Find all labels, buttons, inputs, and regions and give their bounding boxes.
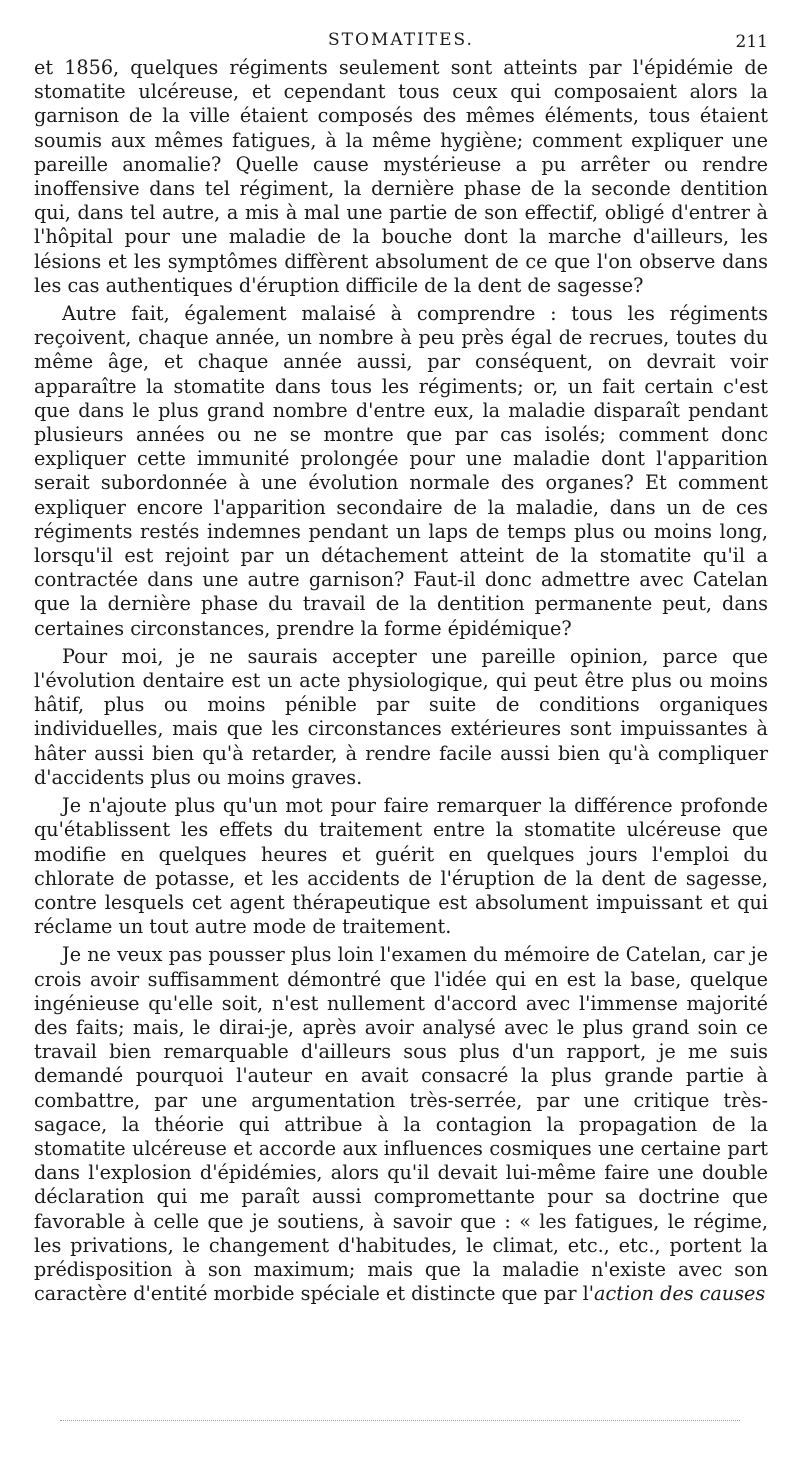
book-page bbox=[34, 30, 768, 1310]
paragraph-5 bbox=[34, 943, 768, 1306]
paragraph-4-text: Je n'ajoute plus qu'un mot pour faire remarquer la différence profonde qu'établissent les effets du traitement entre la stomatite ulcéreuse que modifie en quelques heures et guérit en quelques jours l'emploi du chlorate de potasse, et les accidents de l'éruption de la dent de sagesse, contre lesquels cet agent thérapeutique est absolument impuissant et qui réclame un tout autre mode de traitement. bbox=[34, 794, 768, 939]
bottom-dotted-rule bbox=[60, 1420, 740, 1421]
paragraph-2 bbox=[34, 302, 768, 641]
running-title: STOMATITES. bbox=[328, 30, 474, 50]
paragraph-4 bbox=[34, 794, 768, 939]
paragraph-3-text: Pour moi, je ne saurais accepter une pareille opinion, parce que l'évolution dentaire est un acte physiologique, qui peut être plus ou moins hâtif, plus ou moins pénible par suite de conditions organiques individuelles, mais que les circonstances extérieures sont impuissantes à hâter aussi bien qu'à retarder, à rendre facile aussi bien qu'à compliquer d'accidents plus ou moins graves. bbox=[34, 644, 768, 789]
paragraph-5-italic: action des causes bbox=[594, 1282, 766, 1306]
paragraph-1 bbox=[34, 56, 768, 298]
paragraph-5-text: Je ne veux pas pousser plus loin l'examen du mémoire de Catelan, car je crois avoir suffisamment démontré que l'idée qui en est la base, quelque ingénieuse qu'elle soit, n'est nullement d'accord avec l'immense majorité des faits; mais, le dirai-je, après avoir analysé avec le plus grand soin ce travail bien remarquable d'ailleurs sous plus d'un rapport, je me suis demandé pourquoi l'auteur en avait consacré la plus grande partie à combattre, par une argumentation très-serrée, par une critique très-sagace, la théorie qui attribue à la contagion la propagation de la stomatite ulcéreuse et accorde aux influences cosmiques une certaine part dans l'explosion d'épidémies, alors qu'il devait lui-même faire une double déclaration qui me paraît aussi compromettante pour sa doctrine que favorable à celle que je soutiens, à savoir que : « les fatigues, le régime, les privations, le changement d'habitudes, le climat, etc., etc., portent la prédisposition à son maximum; mais que la maladie n'existe avec son caractère d'entité morbide spéciale et distincte que par l' bbox=[34, 943, 768, 1306]
body-text bbox=[34, 56, 768, 1306]
paragraph-1-text: et 1856, quelques régiments seulement sont atteints par l'épidémie de stomatite ulcéreuse, et cependant tous ceux qui composaient alors la garnison de la ville étaient composés des mêmes éléments, tous étaient soumis aux mêmes fatigues, à la même hygiène; comment expliquer une pareille anomalie? Quelle cause mystérieuse a pu arrêter ou rendre inoffensive dans tel régiment, la dernière phase de la seconde dentition qui, dans tel autre, a mis à mal une partie de son effectif, obligé d'entrer à l'hôpital pour une maladie de la bouche dont la marche d'ailleurs, les lésions et les symptômes diffèrent absolument de ce que l'on observe dans les cas authentiques d'éruption difficile de la dent de sagesse? bbox=[34, 56, 768, 297]
page-number: 211 bbox=[735, 32, 768, 52]
paragraph-2-text: Autre fait, également malaisé à comprendre : tous les régiments reçoivent, chaque année, un nombre à peu près égal de recrues, toutes du même âge, et chaque année aussi, par conséquent, on devrait voir apparaître la stomatite dans tous les régiments; or, un fait certain c'est que dans le plus grand nombre d'entre eux, la maladie disparaît pendant plusieurs années ou ne se montre que par cas isolés; comment donc expliquer cette immunité prolongée pour une maladie dont l'apparition serait subordonnée à une évolution normale des organes? Et comment expliquer encore l'apparition secondaire de la maladie, dans un de ces régiments restés indemnes pendant un laps de temps plus ou moins long, lorsqu'il est rejoint par un détachement atteint de la stomatite qu'il a contractée dans une autre garnison? Faut-il donc admettre avec Catelan que la dernière phase du travail de la dentition permanente peut, dans certaines circonstances, prendre la forme épidémique? bbox=[34, 302, 768, 640]
paragraph-3 bbox=[34, 645, 768, 790]
running-head bbox=[34, 30, 768, 56]
